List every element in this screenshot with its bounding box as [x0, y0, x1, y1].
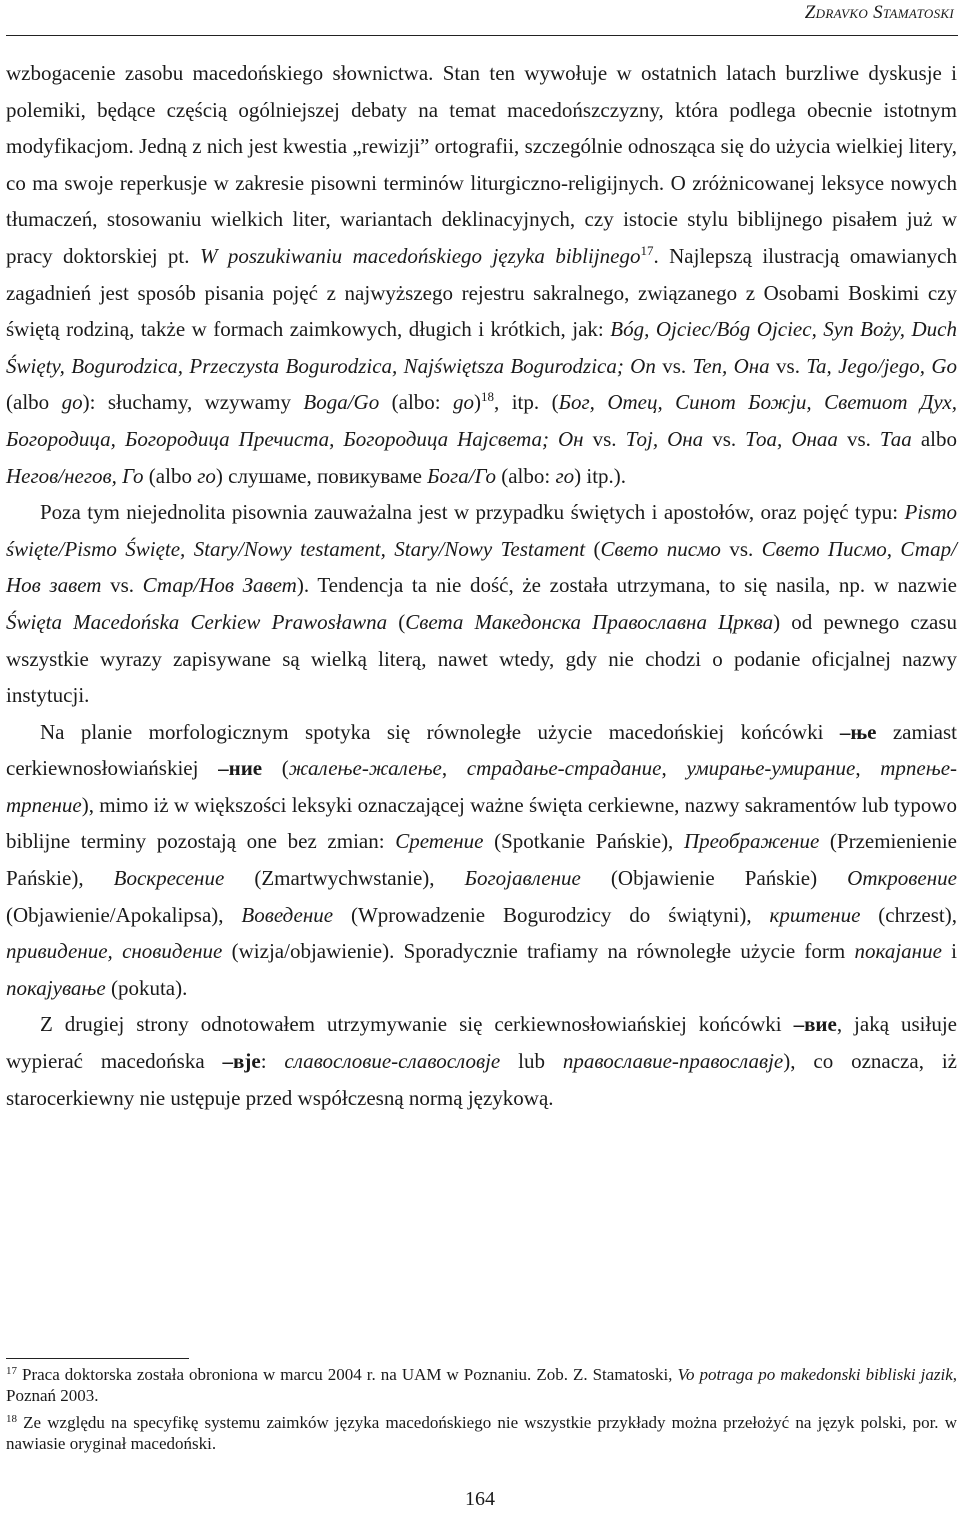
text-run: ), mimo iż w większości leksyki oznaczającej ważne święta cerkiewne, nazwy sakramentów lub typowo biblijne terminy pozostają one bez zmian: [6, 792, 957, 854]
text-run: , [441, 756, 467, 781]
italic-run: умирање-умирание [686, 756, 856, 781]
italic-run: славословие-славословје [284, 1049, 501, 1074]
italic-run: Преображение [683, 829, 820, 854]
text-run: , jaką usiłuje wypierać macedońska [6, 1012, 957, 1074]
text-run: (Przemienienie Pańskie), [6, 829, 958, 891]
italic-run: Воскресение [113, 866, 225, 891]
text-run: ): słuchamy, wzywamy [82, 390, 304, 415]
text-run: vs. [769, 353, 807, 378]
italic-run: привидение, сновидение [6, 939, 223, 964]
text-run: ( [585, 536, 601, 561]
text-run: (albo: [495, 463, 556, 488]
footnote-ref: 18 [6, 1412, 17, 1425]
italic-run: го [555, 463, 575, 488]
italic-run: Свето Писмо, Стар/Нов завет [6, 536, 957, 598]
text-run: vs. [720, 536, 762, 561]
text-run: lub [500, 1049, 563, 1074]
text-run: , [661, 756, 687, 781]
bold-run: –ње [839, 719, 877, 744]
italic-run: Ten, Она [692, 353, 770, 378]
text-run: ) слушаме, повикуваме [215, 463, 428, 488]
text-run: Na planie morfologicznym spotyka się równoległe użycie macedońskiej końcówki [40, 719, 840, 744]
bold-run: –вие [793, 1012, 837, 1037]
footnotes [6, 1364, 957, 1459]
text-run: ). Tendencja ta nie dość, że została utrzymana, to się nasila, np. w nazwie [296, 573, 957, 598]
italic-run: Święta Macedońska Cerkiew Prawosławna [6, 609, 388, 634]
text-run: (wizja/objawienie). Sporadycznie trafiamy na równoległe użycie form [222, 939, 855, 964]
italic-run: Pismo święte/Pismo Święte, Stary/Nowy testament, Stary/Nowy Testament [6, 500, 957, 561]
italic-run: Откровение [847, 866, 957, 891]
text-run: (Objawienie/Apokalipsa), [6, 902, 242, 927]
text-run: (Spotkanie Pańskie), [483, 829, 684, 854]
bold-run: –ние [218, 756, 263, 781]
text-run: Praca doktorska została obroniona w marcu 2004 r. na UAM w Poznaniu. Zob. Z. Stamatoski, [17, 1365, 678, 1384]
italic-run: Bóg, Ojciec/Bóg Ojciec, Syn Boży, Duch Święty, Bogurodzica, Przeczysta Bogurodzica, Najświętsza Bogurodzica; On [6, 317, 958, 378]
italic-run: Света Македонска Православна Црква [405, 609, 774, 634]
text-run: ) od pewnego czasu wszystkie wyrazy zapisywane są wielką literą, nawet wtedy, gdy nie chodzi o podanie oficjalnej nazwy instytucji. [6, 609, 958, 708]
paragraph [6, 1006, 957, 1116]
italic-run: Vo potraga po makedonski bibliski jazik [677, 1365, 953, 1384]
text-run: (albo [143, 463, 198, 488]
body-text [6, 55, 957, 1116]
italic-run: Свето писмо [600, 536, 721, 561]
text-run: vs. [583, 426, 626, 451]
italic-run: Тој, Она [625, 426, 704, 451]
text-run: (Wprowadzenie Bogurodzicy do świątyni), [333, 902, 770, 927]
text-run: vs. [655, 353, 693, 378]
text-run: ( [387, 609, 406, 634]
text-run: ) itp.). [574, 463, 627, 488]
text-run: vs. [703, 426, 746, 451]
text-run: (albo: [379, 390, 454, 415]
italic-run: go [453, 390, 475, 415]
text-run: (albo [6, 390, 62, 415]
text-run: (Zmartwychwstanie), [224, 866, 465, 891]
italic-run: крштение [769, 902, 861, 927]
italic-run: покајување [6, 975, 106, 1000]
text-run: vs. [101, 573, 143, 598]
italic-run: покајание [854, 939, 942, 964]
italic-run: W poszukiwaniu macedońskiego języka biblijnego [199, 243, 641, 268]
italic-run: страдање-страдание [466, 756, 662, 781]
text-run: ( [262, 756, 289, 781]
text-run: Ze względu na specyfikę systemu zaimków języka macedońskiego nie wszystkie przykłady można przełożyć na język polski, por. w nawiasie oryginał macedoński. [6, 1412, 957, 1453]
page-header [0, 0, 960, 40]
italic-run: православие-православје [562, 1049, 784, 1074]
footnote-ref: 17 [640, 242, 654, 258]
italic-run: Бога/Го [427, 463, 496, 488]
italic-run: Бог, Отец, Синот Божји, Светиот Дух, Богородица, Богородица Пречиста, Богородица Најсвета; Он [6, 390, 957, 451]
footnote-ref: 17 [6, 1365, 17, 1377]
italic-run: жалење-жалење [288, 756, 442, 781]
text-run: (chrzest), [860, 902, 957, 927]
footnote-ref: 18 [481, 389, 495, 405]
text-run: wzbogacenie zasobu macedońskiego słownictwa. Stan ten wywołuje w ostatnich latach burzliwe dyskusje i polemiki, będące częścią ogólniejszej debaty na temat macedońszczyzny, która podlega obecnie istotnym modyfikacjom. Jedną z nich jest kwestia „rewizji” ortografii, szczególnie odnosząca się do użycia wielkiej litery, co ma swoje reperkusje w zakresie pisowni terminów liturgiczno-religijnych. O zróżnicowanej leksyce nowych tłumaczeń, stosowaniu wielkich liter, wariantach deklinacyjnych, czy istocie stylu biblijnego pisałem już w pracy doktorskiej pt. [6, 61, 957, 268]
text-run: i [941, 939, 957, 964]
paragraph [6, 714, 957, 1007]
italic-run: Ta, Jego/jego, Go [806, 353, 957, 378]
italic-run: Таа [879, 426, 912, 451]
italic-run: Богојавление [464, 866, 581, 891]
text-run: zamiast cerkiewnosłowiańskiej [6, 719, 957, 781]
text-run: , [855, 756, 881, 781]
paragraph [6, 494, 957, 714]
footnote-rule [6, 1358, 189, 1359]
text-run: (pokuta). [105, 975, 188, 1000]
bold-run: –вје [222, 1049, 261, 1074]
text-run: , Poznań 2003. [6, 1365, 957, 1406]
italic-run: трпење-трпение [6, 756, 958, 817]
text-run: Z drugiej strony odnotowałem utrzymywanie się cerkiewnosłowiańskiej końcówki [40, 1012, 794, 1037]
italic-run: Стар/Нов Завет [142, 573, 297, 598]
text-run: . Najlepszą ilustracją omawianych zagadnień jest sposób pisania pojęć z najwyższego rejestru sakralnego, związanego z Osobami Boskimi czy świętą rodziną, także w formach zaimkowych, długich i krótkich, jak: [6, 243, 958, 342]
italic-run: Негов/негов, Го [6, 463, 144, 488]
text-run: albo [911, 426, 957, 451]
paragraph [6, 55, 957, 494]
text-run: (Objawienie Pańskie) [580, 866, 848, 891]
text-run: vs. [837, 426, 880, 451]
page-number: 164 [465, 1488, 495, 1510]
italic-run: Воведение [241, 902, 334, 927]
footnote [6, 1364, 957, 1407]
text-run: , itp. ( [494, 390, 559, 415]
header-rule [6, 35, 958, 36]
text-run: : [260, 1049, 285, 1074]
text-run: ), co oznacza, iż starocerkiewny nie ustępuje przed współczesną normą językową. [6, 1049, 957, 1110]
italic-run: Тоа, Онаа [745, 426, 838, 451]
italic-run: го [197, 463, 216, 488]
running-head: Zdravko Stamatoski [804, 2, 954, 23]
text-run: ) [474, 390, 482, 415]
footnote [6, 1412, 957, 1455]
italic-run: Boga/Go [303, 390, 380, 415]
italic-run: go [61, 390, 83, 415]
text-run: Poza tym niejednolita pisownia zauważalna jest w przypadku świętych i apostołów, oraz pojęć typu: [40, 500, 905, 525]
italic-run: Сретение [395, 829, 484, 854]
